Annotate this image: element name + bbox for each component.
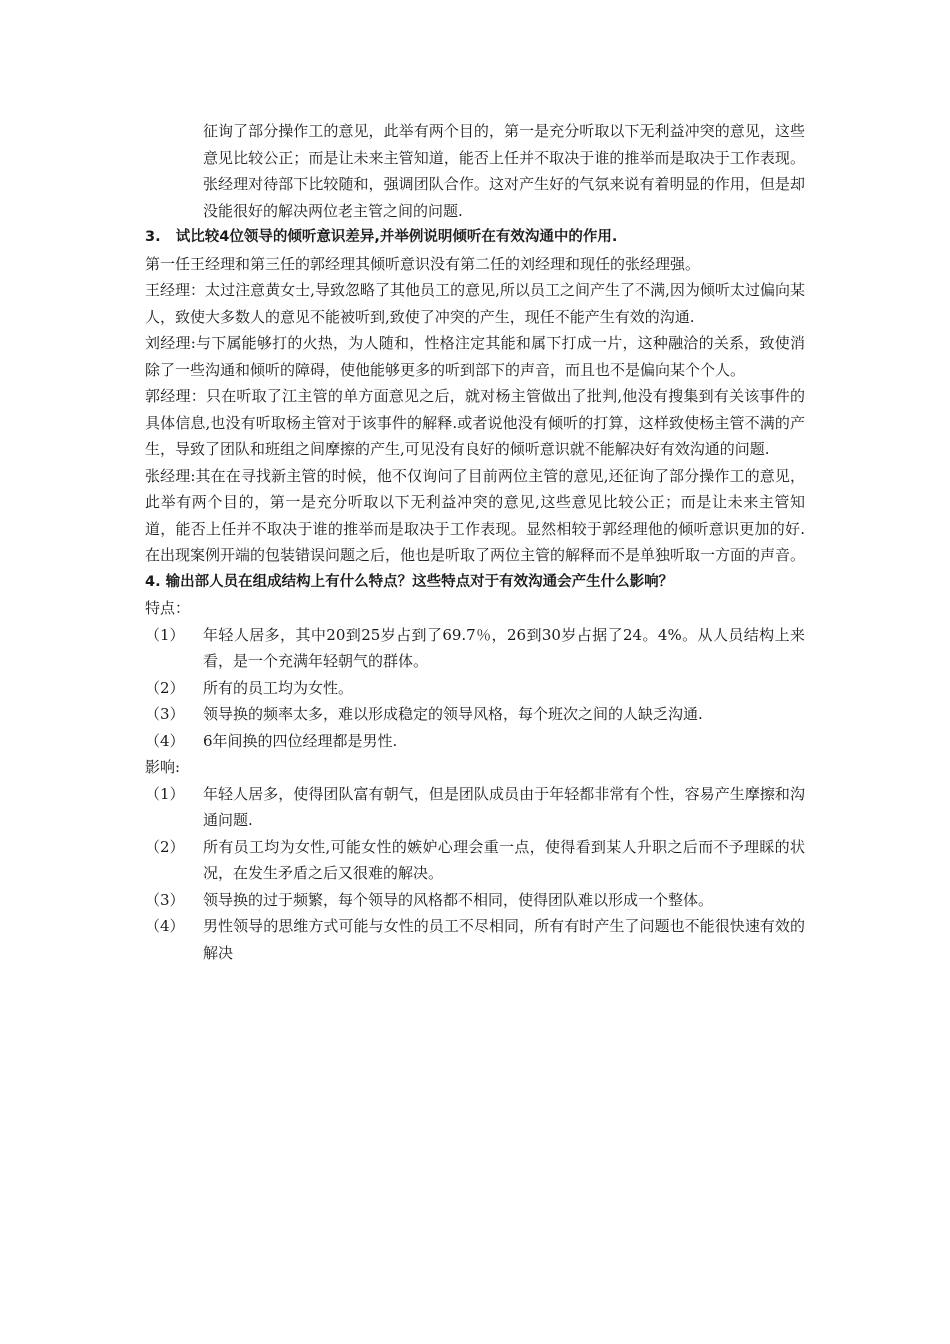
question-3-heading: 3. 试比较4位领导的倾听意识差异,并举例说明倾听在有效沟通中的作用.: [145, 229, 618, 245]
list-item: [145, 701, 805, 728]
list-item: [145, 887, 805, 914]
list-number: （4）: [145, 917, 185, 935]
impacts-list: [145, 781, 805, 967]
list-number: （3）: [145, 890, 185, 909]
features-list: [145, 622, 805, 755]
list-text: 年轻人居多，其中20到25岁占到了69.7％，26到30岁占据了24。4%。从人员结构上来看，是一个充满年轻朝气的群体。: [203, 625, 805, 670]
list-number: （3）: [145, 705, 185, 723]
list-item: [145, 728, 805, 755]
list-item: [145, 675, 805, 702]
list-text: 领导换的过于频繁，每个领导的风格都不相同，使得团队难以形成一个整体。: [203, 890, 714, 909]
manager-guo-paragraph: 郭经理：只在听取了江主管的单方面意见之后，就对杨主管做出了批判,他没有搜集到有关该事件的具体信息,也没有听取杨主管对于该事件的解释.或者说他没有倾听的打算，这样致使杨主管不满的产生，导致了团队和班组之间摩擦的产生,可见没有良好的倾听意识就不能解决好有效沟通的问题.: [145, 387, 805, 458]
document-page: [145, 118, 805, 966]
impact-label: 影响:: [145, 758, 181, 776]
list-item: [145, 781, 805, 834]
list-text: 年轻人居多，使得团队富有朝气，但是团队成员由于年轻都非常有个性，容易产生摩擦和沟通问题.: [203, 784, 805, 829]
list-text: 所有的员工均为女性。: [203, 678, 354, 697]
list-item: [145, 834, 805, 887]
list-text: 男性领导的思维方式可能与女性的员工不尽相同，所有有时产生了问题也不能很快速有效的解决: [203, 917, 805, 962]
list-number: （1）: [145, 784, 185, 803]
list-text: 所有员工均为女性,可能女性的嫉妒心理会重一点，使得看到某人升职之后而不予理睬的状况，在发生矛盾之后又很难的解决。: [203, 837, 805, 882]
list-item: [145, 913, 805, 966]
features-label: 特点：: [145, 599, 191, 617]
list-number: （1）: [145, 625, 185, 644]
question-4-heading: 4. 输出部人员在组成结构上有什么特点？这些特点对于有效沟通会产生什么影响？: [145, 573, 674, 590]
list-item: [145, 622, 805, 675]
list-text: 6年间换的四位经理都是男性.: [203, 731, 398, 750]
manager-zhang-paragraph: 张经理:其在在寻找新主管的时候，他不仅询问了目前两位主管的意见,还征询了部分操作工的意见，此举有两个目的，第一是充分听取以下无利益冲突的意见,这些意见比较公正；而是让未来主管知道，能否上任并不取决于谁的推举而是取决于工作表现。显然相较于郭经理他的倾听意识更加的好.在出现案例开端的包装错误问题之后，他也是听取了两位主管的解释而不是单独听取一方面的声音。: [145, 466, 806, 564]
list-number: （2）: [145, 678, 185, 697]
manager-wang-paragraph: 王经理：太过注意黄女士,导致忽略了其他员工的意见,所以员工之间产生了不满,因为倾听太过偏向某人，致使大多数人的意见不能被听到,致使了冲突的产生，现任不能产生有效的沟通.: [145, 281, 805, 326]
list-text: 领导换的频率太多，难以形成稳定的领导风格，每个班次之间的人缺乏沟通.: [203, 705, 703, 723]
list-number: （4）: [145, 731, 185, 750]
question-3-intro: 第一任王经理和第三任的郭经理其倾听意识没有第二任的刘经理和现任的张经理强。: [145, 254, 701, 273]
continuation-paragraph: 征询了部分操作工的意见，此举有两个目的，第一是充分听取以下无利益冲突的意见，这些意见比较公正；而是让未来主管知道，能否上任并不取决于谁的推举而是取决于工作表现。张经理对待部下比较随和，强调团队合作。这对产生好的气氛来说有着明显的作用，但是却没能很好的解决两位老主管之间的问题.: [203, 122, 805, 220]
list-number: （2）: [145, 837, 185, 856]
manager-liu-paragraph: 刘经理:与下属能够打的火热，为人随和，性格注定其能和属下打成一片，这种融洽的关系，致使消除了一些沟通和倾听的障碍，使他能够更多的听到部下的声音，而且也不是偏向某个个人。: [145, 334, 805, 379]
